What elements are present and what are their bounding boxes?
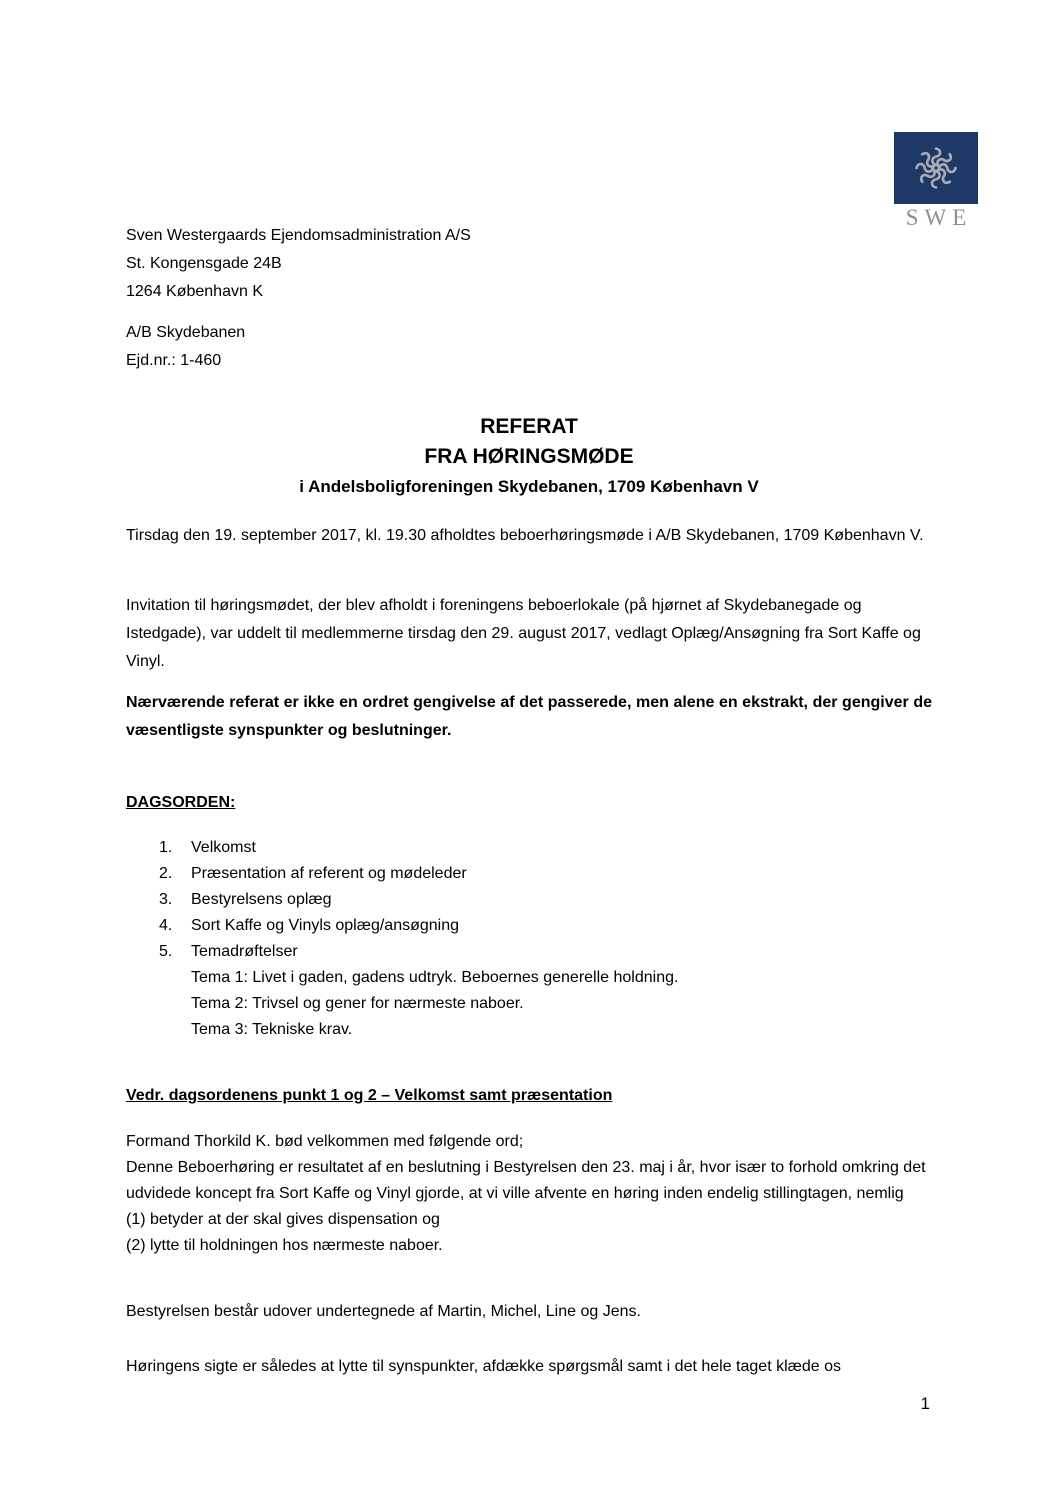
paragraph-point-1: (1) betyder at der skal gives dispensation og xyxy=(126,1211,440,1228)
agenda-item-label: Præsentation af referent og mødeleder xyxy=(191,865,467,882)
page-number: 1 xyxy=(920,1394,930,1413)
agenda-item-number: 5. xyxy=(159,943,173,960)
agenda-item-label: Temadrøftelser xyxy=(191,943,298,960)
agenda-tema-2: Tema 2: Trivsel og gener for nærmeste naboer. xyxy=(191,995,524,1012)
swe-logo xyxy=(894,132,978,230)
property-name: A/B Skydebanen xyxy=(126,324,246,341)
paragraph-disclaimer: Nærværende referat er ikke en ordret gengivelse af det passerede, men alene en ekstrakt, der gengiver de væsentligste synspunkter og beslutninger. xyxy=(126,694,932,739)
agenda-item-number: 3. xyxy=(159,891,173,908)
paragraph-welcome-words: Formand Thorkild K. bød velkommen med følgende ord; xyxy=(126,1133,524,1150)
logo-text: SWE xyxy=(905,205,973,230)
paragraph-board-decision: Denne Beboerhøring er resultatet af en beslutning i Bestyrelsen den 23. maj i år, hvor især to forhold omkring det udvidede koncept fra Sort Kaffe og Vinyl gjorde, at vi ville afvente en høring inden endelig stillingtagen, nemlig xyxy=(126,1159,926,1202)
agenda-item xyxy=(126,913,932,939)
agenda-tema-3: Tema 3: Tekniske krav. xyxy=(191,1021,353,1038)
agenda-item-label: Sort Kaffe og Vinyls oplæg/ansøgning xyxy=(191,917,460,934)
section-heading-punkt-1-2: Vedr. dagsordenens punkt 1 og 2 – Velkomst samt præsentation xyxy=(126,1087,613,1104)
section-body-punkt-1-2 xyxy=(126,1129,932,1259)
paragraph-point-2: (2) lytte til holdningen hos nærmeste naboer. xyxy=(126,1237,443,1254)
paragraph-board-members: Bestyrelsen består udover undertegnede af Martin, Michel, Line og Jens. xyxy=(126,1303,641,1320)
agenda-heading: DAGSORDEN: xyxy=(126,794,236,811)
agenda-item xyxy=(126,939,932,965)
logo-square xyxy=(894,132,978,204)
agenda-item xyxy=(126,861,932,887)
paragraph-invitation: Invitation til høringsmødet, der blev afholdt i foreningens beboerlokale (på hjørnet af Skydebanegade og Istedgade), var uddelt til medlemmerne tirsdag den 29. august 2017, vedlagt Oplæg/Ansøgning fra Sort Kaffe og Vinyl. xyxy=(126,597,921,670)
title-line-1: REFERAT xyxy=(480,415,578,438)
agenda-item xyxy=(126,835,932,861)
agenda-item-number: 2. xyxy=(159,865,173,882)
sender-city: 1264 København K xyxy=(126,283,263,300)
agenda-item-number: 4. xyxy=(159,917,173,934)
sender-name: Sven Westergaards Ejendomsadministration A/S xyxy=(126,227,471,244)
agenda-tema-1: Tema 1: Livet i gaden, gadens udtryk. Beboernes generelle holdning. xyxy=(191,969,679,986)
page-title xyxy=(126,412,932,502)
agenda-item-label: Bestyrelsens oplæg xyxy=(191,891,332,908)
agenda-item-number: 1. xyxy=(159,839,173,856)
property-reference xyxy=(126,319,932,375)
sender-street: St. Kongensgade 24B xyxy=(126,255,282,272)
agenda-item-label: Velkomst xyxy=(191,839,256,856)
paragraph-meeting-date: Tirsdag den 19. september 2017, kl. 19.30 afholdtes beboerhøringsmøde i A/B Skydebanen, 1709 København V. xyxy=(126,527,924,544)
agenda-item xyxy=(126,887,932,913)
title-line-3: i Andelsboligforeningen Skydebanen, 1709 København V xyxy=(299,477,759,496)
paragraph-hearing-purpose: Høringens sigte er således at lytte til synspunkter, afdække spørgsmål samt i det hele taget klæde os xyxy=(126,1358,841,1375)
title-line-2: FRA HØRINGSMØDE xyxy=(424,445,634,468)
agenda-list xyxy=(126,835,932,1043)
rosette-ornament-icon xyxy=(909,141,963,195)
sender-address xyxy=(126,222,932,306)
property-ejd-nr: Ejd.nr.: 1-460 xyxy=(126,352,222,369)
